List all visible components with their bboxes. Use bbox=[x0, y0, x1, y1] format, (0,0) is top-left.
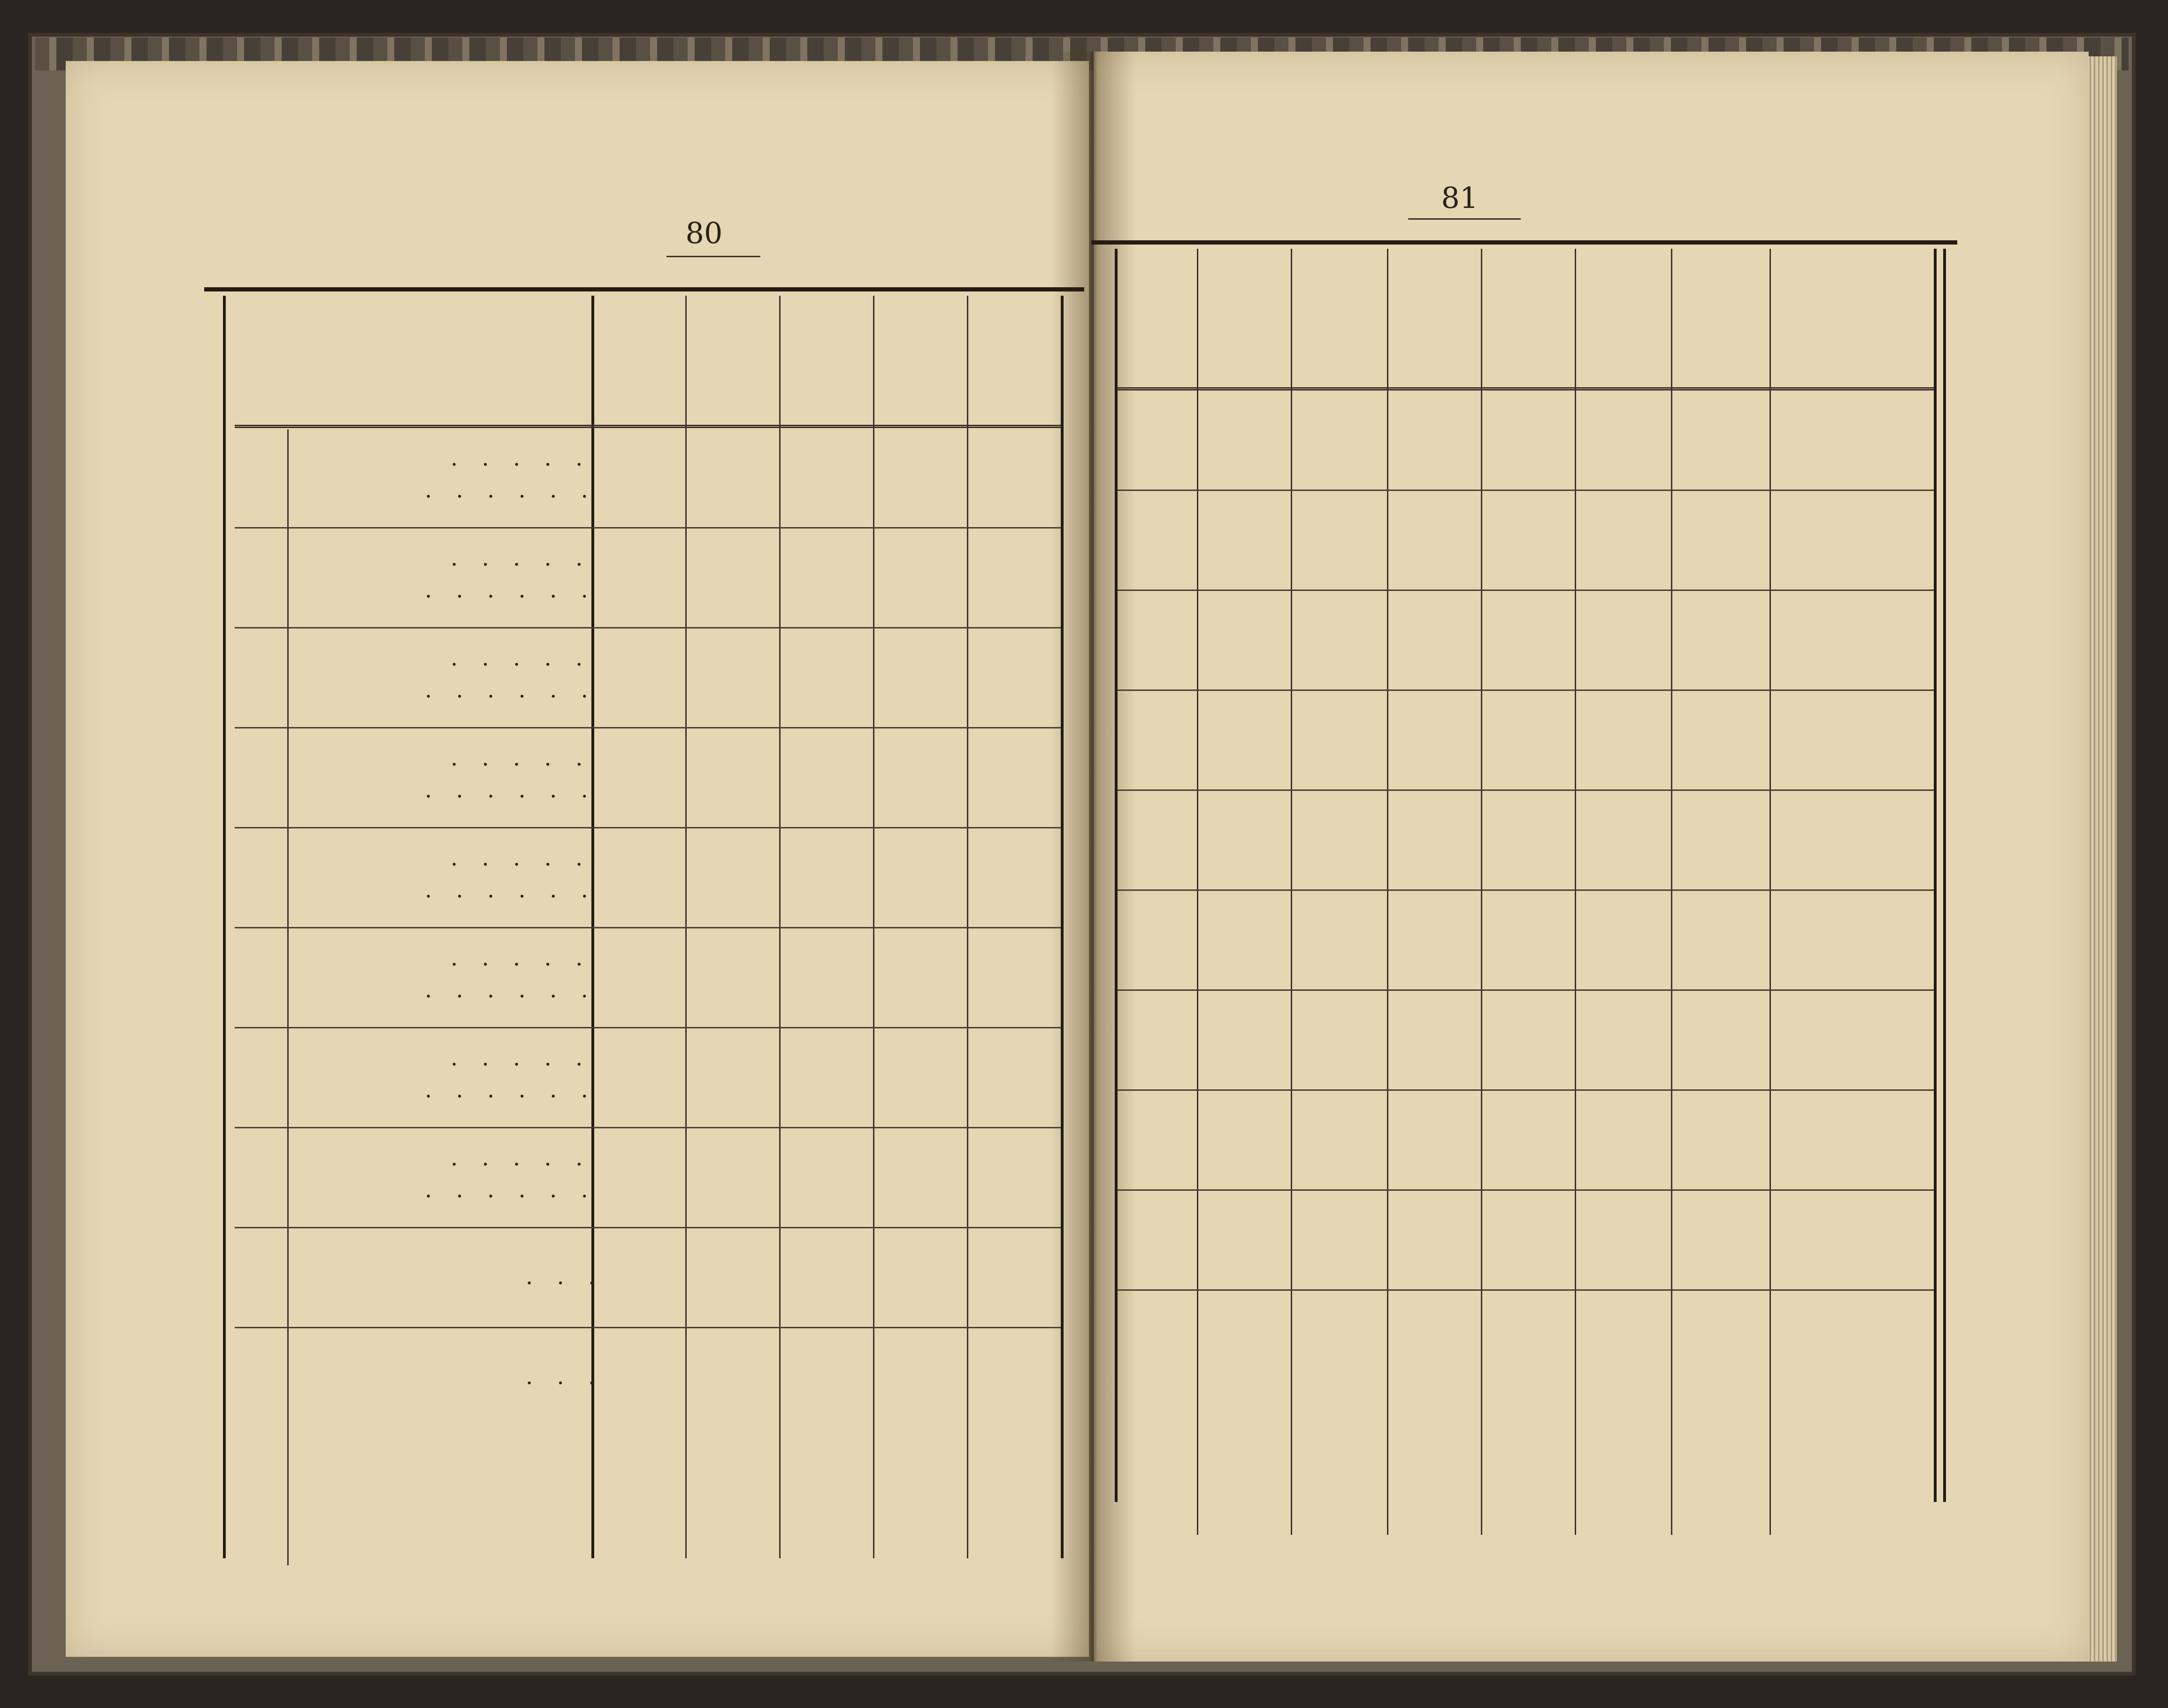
row-dots1-8: . . . bbox=[526, 1264, 604, 1290]
right-page bbox=[1094, 52, 2089, 1662]
book-gutter bbox=[1051, 52, 1136, 1662]
row-sep-left-1 bbox=[235, 527, 1061, 528]
page-number-right: 81 bbox=[1441, 181, 1479, 215]
left-border-line bbox=[223, 296, 226, 1558]
top-rule-left bbox=[204, 287, 1084, 291]
row-dots1-6: . . . . . bbox=[451, 1045, 591, 1071]
col-line-left-5 bbox=[1061, 296, 1064, 1558]
row-sep-left-2 bbox=[235, 627, 1061, 628]
row-sep-right-9 bbox=[1117, 1289, 1934, 1291]
row-dots2-0: . . . . . . bbox=[425, 477, 597, 503]
row-dots2-3: . . . . . . bbox=[425, 777, 597, 803]
row-sep-right-3 bbox=[1117, 689, 1934, 691]
col-line-right-0 bbox=[1115, 249, 1118, 1502]
row-sep-right-7 bbox=[1117, 1089, 1934, 1091]
row-sep-left-6 bbox=[235, 1027, 1061, 1028]
row-sep-left-9 bbox=[235, 1327, 1061, 1328]
col-line-right-6 bbox=[1671, 249, 1672, 1535]
row-sep-left-5 bbox=[235, 927, 1061, 928]
row-sep-left-4 bbox=[235, 827, 1061, 828]
row-dots1-9: . . . bbox=[526, 1363, 604, 1390]
row-dots1-5: . . . . . bbox=[451, 945, 591, 971]
row-sep-right-5 bbox=[1117, 889, 1934, 891]
row-dots2-2: . . . . . . bbox=[425, 677, 597, 703]
row-sep-right-4 bbox=[1117, 789, 1934, 791]
page-number-right-rule bbox=[1408, 218, 1521, 220]
row-dots2-7: . . . . . . bbox=[425, 1177, 597, 1203]
row-sep-left-7 bbox=[235, 1127, 1061, 1128]
row-sep-right-2 bbox=[1117, 590, 1934, 591]
row-dots1-4: . . . . . bbox=[451, 845, 591, 871]
col-line-right-5 bbox=[1575, 249, 1576, 1535]
col-line-right-3 bbox=[1387, 249, 1388, 1535]
row-dots2-5: . . . . . . bbox=[425, 977, 597, 1003]
col-line-right-2 bbox=[1291, 249, 1292, 1535]
row-sep-right-8 bbox=[1117, 1189, 1934, 1191]
col-line-right-7 bbox=[1770, 249, 1771, 1535]
top-rule-right bbox=[1091, 240, 1957, 245]
col-line-right-1 bbox=[1197, 249, 1198, 1535]
row-dots2-1: . . . . . . bbox=[425, 577, 597, 603]
row-dots1-0: . . . . . bbox=[451, 445, 591, 471]
row-dots1-7: . . . . . bbox=[451, 1145, 591, 1171]
row-sep-left-8 bbox=[235, 1227, 1061, 1228]
row-sep-right-6 bbox=[1117, 989, 1934, 991]
page-number-left: 80 bbox=[685, 216, 723, 250]
row-sep-left-3 bbox=[235, 727, 1061, 728]
page-number-left-rule bbox=[666, 256, 760, 257]
row-sep-right-1 bbox=[1117, 490, 1934, 491]
row-dots1-3: . . . . . bbox=[451, 745, 591, 771]
header-line-right bbox=[1117, 387, 1934, 391]
right-border-line bbox=[1943, 249, 1946, 1502]
col-line-right-8 bbox=[1934, 249, 1937, 1502]
row-dots1-1: . . . . . bbox=[451, 545, 591, 571]
col-line-right-4 bbox=[1481, 249, 1482, 1535]
header-line-left bbox=[235, 425, 1061, 428]
row-dots2-6: . . . . . . bbox=[425, 1077, 597, 1103]
row-dots1-2: . . . . . bbox=[451, 645, 591, 671]
year-col-line bbox=[287, 429, 289, 1565]
row-dots2-4: . . . . . . bbox=[425, 877, 597, 903]
